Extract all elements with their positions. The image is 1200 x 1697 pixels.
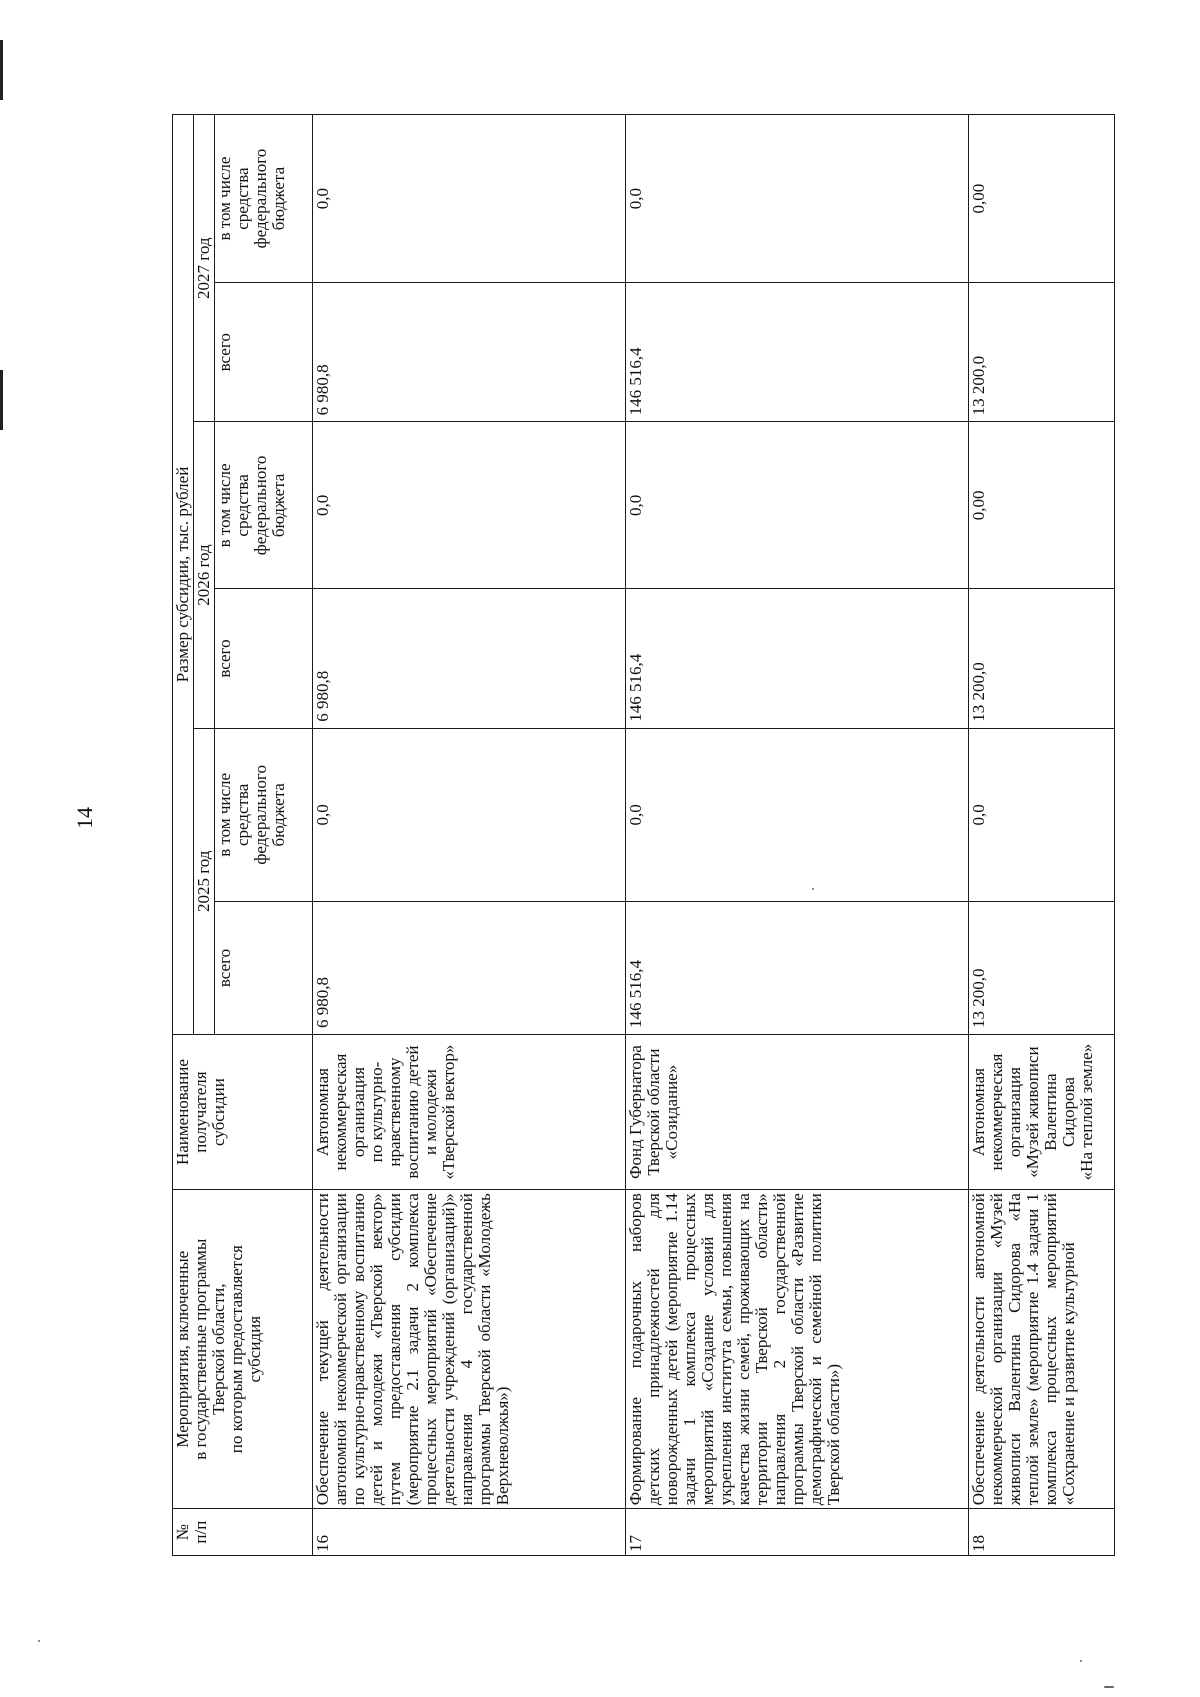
row-recipient: Автономная некоммерческая организация по культурно- нравственному воспитанию детей и молодежи «Тверской вектор» [313, 1034, 626, 1189]
header-year-2027: 2027 год [194, 115, 215, 422]
row-federal-2025: 0,0 [626, 728, 969, 901]
row-recipient: Фонд Губернатора Тверской области «Созидание» [626, 1034, 969, 1189]
header-total-2027: всего [215, 283, 313, 422]
row-federal-2026: 0,0 [313, 422, 626, 589]
header-num: № п/п [173, 1509, 313, 1556]
header-event: Мероприятия, включенные в государственные программы Тверской области, по которым предоставляется субсидия [173, 1190, 313, 1509]
row-event: Формирование подарочных наборов детских принадлежностей для новорожденных детей (мероприятие 1.14 задачи 1 комплекса процессных мероприятий «Создание условий для укрепления института семьи, повышения качества жизни семей, проживающих на территории Тверской области» направления 2 государственной программы Тверской области «Развитие демографической и семейной политики Тверской области») [626, 1190, 969, 1509]
row-event: Обеспечение текущей деятельности автономной некоммерческой организации по культурно-нравственному воспитанию детей и молодежи «Тверской вектор» путем предоставления субсидии (мероприятие 2.1 задачи 2 комплекса процессных мероприятий «Обеспечение деятельности учреждений (организаций)» направления 4 государственной программы Тверской области «Молодежь Верхневолжья») [313, 1190, 626, 1509]
row-total-2027: 146 516,4 [626, 283, 969, 422]
scan-edge-mark [0, 40, 3, 100]
scan-speck [38, 1640, 40, 1642]
row-event: Обеспечение деятельности автономной некоммерческой организации «Музей живописи Валентина Сидорова «На теплой земле» (мероприятие 1.4 задачи 1 комплекса процессных мероприятий «Сохранение и развитие культурной [969, 1190, 1115, 1509]
row-federal-2026: 0,0 [626, 422, 969, 589]
header-year-2026: 2026 год [194, 422, 215, 728]
row-total-2026: 6 980,8 [313, 589, 626, 728]
table-row [626, 115, 969, 1556]
scan-speck [1080, 1660, 1082, 1662]
table-row [313, 115, 626, 1556]
row-num: 16 [313, 1509, 626, 1556]
row-federal-2027: 0,00 [969, 115, 1115, 283]
header-federal-2027: в том числе средства федерального бюджета [215, 115, 313, 283]
row-recipient: Автономная некоммерческая организация «Музей живописи Валентина Сидорова «На теплой земле» [969, 1034, 1115, 1189]
row-total-2025: 13 200,0 [969, 902, 1115, 1035]
row-total-2026: 13 200,0 [969, 589, 1115, 728]
header-amount: Размер субсидии, тыс. рублей [173, 115, 194, 1035]
header-federal-2026: в том числе средства федерального бюджета [215, 422, 313, 589]
header-total-2025: всего [215, 902, 313, 1035]
row-total-2026: 146 516,4 [626, 589, 969, 728]
table-row [969, 115, 1115, 1556]
row-total-2025: 6 980,8 [313, 902, 626, 1035]
row-federal-2027: 0,0 [313, 115, 626, 283]
rotated-table-container [172, 114, 1118, 1556]
header-year-2025: 2025 год [194, 728, 215, 1034]
row-total-2027: 6 980,8 [313, 283, 626, 422]
header-recipient: Наименование получателя субсидии [173, 1034, 313, 1189]
row-federal-2026: 0,00 [969, 422, 1115, 589]
scan-speck [812, 888, 814, 890]
page-number: 14 [72, 807, 97, 829]
header-total-2026: всего [215, 589, 313, 728]
row-total-2027: 13 200,0 [969, 283, 1115, 422]
subsidy-table [172, 114, 1115, 1556]
row-federal-2025: 0,0 [313, 728, 626, 901]
row-num: 17 [626, 1509, 969, 1556]
row-total-2025: 146 516,4 [626, 902, 969, 1035]
scan-edge-mark [0, 370, 3, 430]
scan-speck [1104, 1686, 1114, 1688]
row-num: 18 [969, 1509, 1115, 1556]
row-federal-2027: 0,0 [626, 115, 969, 283]
header-federal-2025: в том числе средства федерального бюджета [215, 728, 313, 901]
row-federal-2025: 0,0 [969, 728, 1115, 901]
